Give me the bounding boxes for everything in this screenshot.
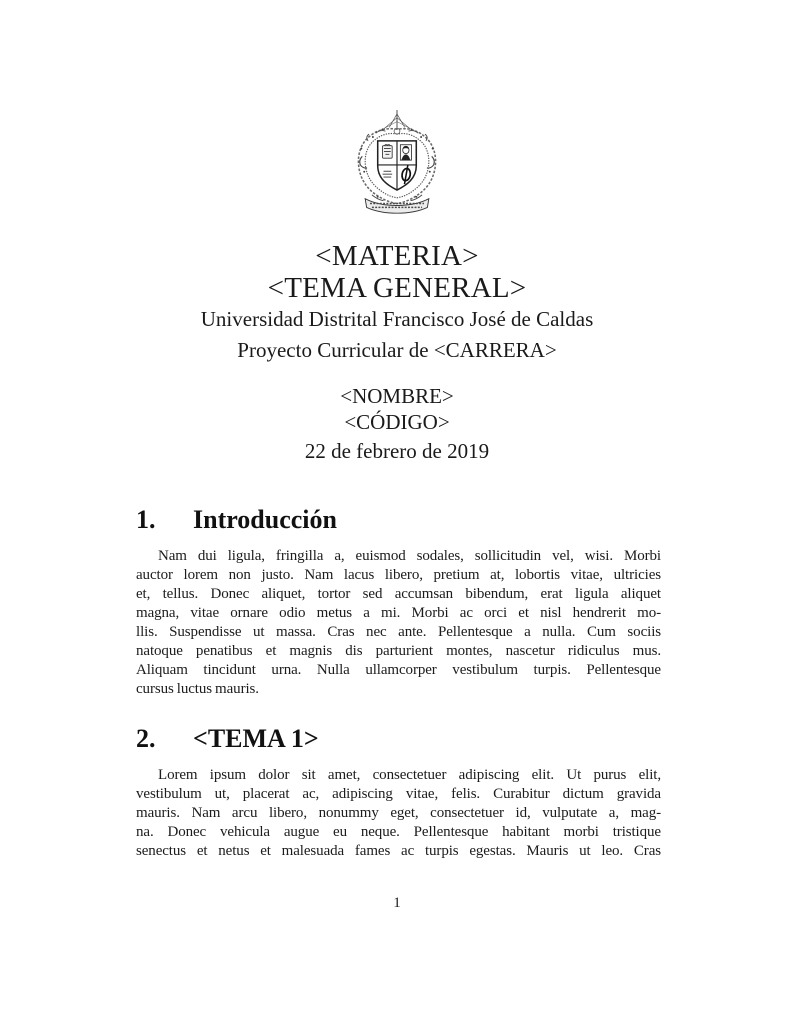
document-date: 22 de febrero de 2019 xyxy=(304,439,490,463)
paragraph-line: senectus et netus et malesuada fames ac turpis egestas. Mauris ut leo. Cras xyxy=(136,843,661,859)
paragraph-line: llis. Suspendisse ut massa. Cras nec ante. Pellentesque a nulla. Cum sociis xyxy=(136,624,661,640)
section-1-heading xyxy=(136,505,661,535)
author-name: <NOMBRE> xyxy=(340,384,454,408)
page-number: 1 xyxy=(393,895,401,911)
section-2-heading xyxy=(136,724,661,754)
section-1-number: 1. xyxy=(136,505,156,534)
paragraph-line: natoque penatibus et magnis dis parturient montes, nascetur ridiculus mus. xyxy=(136,643,661,659)
crest-graphic xyxy=(345,110,449,218)
section-2-number: 2. xyxy=(136,724,156,753)
title-tema-general: <TEMA GENERAL> xyxy=(267,272,527,304)
section-1-paragraph xyxy=(136,547,661,699)
title-materia: <MATERIA> xyxy=(315,240,479,272)
paragraph-line: Aliquam tincidunt urna. Nulla ullamcorper vestibulum turpis. Pellentesque xyxy=(136,662,661,678)
author-code: <CÓDIGO> xyxy=(344,410,450,434)
author-block xyxy=(0,383,794,435)
paragraph-line: cursus luctus mauris. xyxy=(136,681,259,697)
paragraph-line: Lorem ipsum dolor sit amet, consectetuer adipiscing elit. Ut purus elit, xyxy=(158,767,661,783)
program-line: Proyecto Curricular de <CARRERA> xyxy=(237,338,557,362)
paragraph-line: Nam dui ligula, fringilla a, euismod sodales, sollicitudin vel, wisi. Morbi xyxy=(158,548,661,564)
university-name: Universidad Distrital Francisco José de Caldas xyxy=(200,307,594,331)
section-1-title: Introducción xyxy=(193,505,337,534)
paragraph-line: na. Donec vehicula augue eu neque. Pellentesque habitant morbi tristique xyxy=(136,824,661,840)
paragraph-line: vestibulum ut, placerat ac, adipiscing vitae, felis. Curabitur dictum gravida xyxy=(136,786,661,802)
paragraph-line: mauris. Nam arcu libero, nonummy eget, consectetuer id, vulputate a, mag- xyxy=(136,805,661,821)
section-2-paragraph xyxy=(136,766,661,861)
paragraph-line: magna, vitae ornare odio metus a mi. Morbi ac orci et nisl hendrerit mo- xyxy=(136,605,661,621)
section-2-title: <TEMA 1> xyxy=(193,724,319,753)
title-block xyxy=(0,240,794,366)
paragraph-line: et, tellus. Donec aliquet, tortor sed accumsan bibendum, erat ligula aliquet xyxy=(136,586,661,602)
paragraph-line: auctor lorem non justo. Nam lacus libero, pretium at, lobortis vitae, ultricies xyxy=(136,567,661,583)
university-crest-logo xyxy=(345,110,449,218)
